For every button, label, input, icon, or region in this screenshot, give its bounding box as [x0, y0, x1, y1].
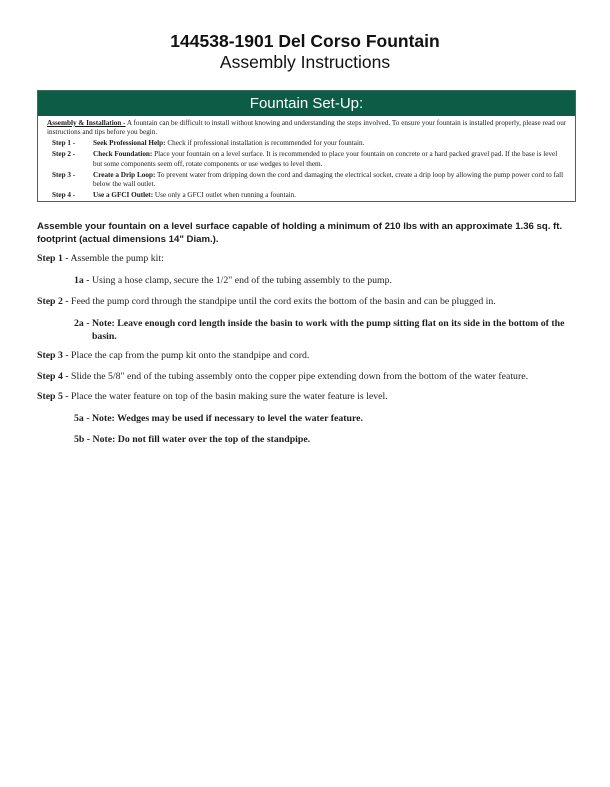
step-1: [37, 253, 577, 266]
step-3: [37, 350, 577, 363]
setup-step-2: [47, 150, 567, 168]
substep-text: Note: Do not fill water over the top of the standpipe.: [92, 434, 311, 445]
step-2a: [74, 318, 578, 343]
setup-body: [38, 116, 575, 200]
step-label: Step 5 -: [37, 391, 69, 402]
step-text: Place the cap from the pump kit onto the standpipe and cord.: [68, 350, 310, 361]
setup-intro-text: A fountain can be difficult to install without knowing and understanding the steps involved. To ensure your fountain is installed properly, please read our instructions and tips before you begin.: [47, 119, 567, 137]
substep-label: 5a -: [74, 413, 92, 424]
setup-step-desc: To prevent water from dripping down the cord and damaging the electrical socket, create a drip loop by allowing the pump power cord to fall below the wall outlet.: [93, 170, 564, 188]
substep-text: Note: Wedges may be used if necessary to level the water feature.: [91, 413, 363, 424]
setup-step-desc: Use only a GFCI outlet when running a fountain.: [153, 190, 297, 199]
setup-heading: Fountain Set-Up:: [38, 91, 575, 116]
step-label: Step 4 -: [37, 371, 69, 382]
step-1a: [74, 275, 578, 288]
step-label: Step 3 -: [37, 350, 69, 361]
document-title: 144538-1901 Del Corso Fountain: [170, 31, 440, 51]
setup-step-name: Create a Drip Loop:: [93, 170, 156, 179]
setup-step-text: [93, 139, 567, 148]
setup-intro-label: Assembly & Installation -: [47, 119, 126, 127]
step-text: Assemble the pump kit:: [68, 253, 164, 264]
setup-step-name: Check Foundation:: [93, 150, 153, 159]
step-4: [37, 371, 582, 384]
step-text: Place the water feature on top of the basin making sure the water feature is level.: [68, 391, 388, 402]
setup-step-desc: Check if professional installation is recommended for your fountain.: [165, 139, 365, 148]
step-5b: [74, 434, 578, 447]
substep-label: 1a -: [74, 275, 92, 286]
substep-label: 2a -: [74, 318, 92, 329]
setup-step-text: [93, 171, 567, 189]
substep-text: Using a hose clamp, secure the 1/2" end of the tubing assembly to the pump.: [91, 275, 392, 286]
setup-step-label: Step 1 -: [52, 139, 76, 148]
document-subtitle: Assembly Instructions: [219, 52, 391, 72]
step-text: Feed the pump cord through the standpipe until the cord exits the bottom of the basin and can be plugged in.: [68, 296, 496, 307]
setup-step-3: [47, 171, 567, 189]
step-5: [37, 391, 577, 404]
lead-paragraph: Assemble your fountain on a level surface capable of holding a minimum of 210 lbs with an approximate 1.36 sq. ft. footprint (actual dimensions 14" Diam.).: [37, 221, 563, 245]
step-2: [37, 296, 582, 309]
setup-step-label: Step 3 -: [52, 170, 76, 179]
substep-text: Note: Leave enough cord length inside the basin to work with the pump sitting flat on its side in the bottom of the basin.: [91, 318, 565, 342]
setup-step-text: [93, 150, 567, 168]
setup-step-desc: Place your fountain on a level surface. It is recommended to place your fountain on concrete or a hard packed gravel pad. If the base is level but some components seem off, rotate components or use wedges to level them.: [93, 150, 558, 168]
setup-step-name: Seek Professional Help:: [93, 139, 166, 148]
step-label: Step 1 -: [37, 253, 69, 264]
fountain-setup-box: [37, 90, 576, 202]
setup-step-label: Step 4 -: [52, 190, 76, 199]
setup-step-text: [93, 191, 567, 200]
setup-intro: [47, 119, 567, 137]
substep-label: 5b -: [74, 434, 93, 445]
setup-step-name: Use a GFCI Outlet:: [93, 190, 154, 199]
step-text: Slide the 5/8" end of the tubing assembly onto the copper pipe extending down from the bottom of the water feature.: [68, 371, 529, 382]
step-label: Step 2 -: [37, 296, 69, 307]
setup-step-4: [47, 191, 567, 200]
setup-step-1: [47, 139, 567, 148]
setup-step-label: Step 2 -: [52, 150, 76, 159]
step-5a: [74, 413, 578, 426]
